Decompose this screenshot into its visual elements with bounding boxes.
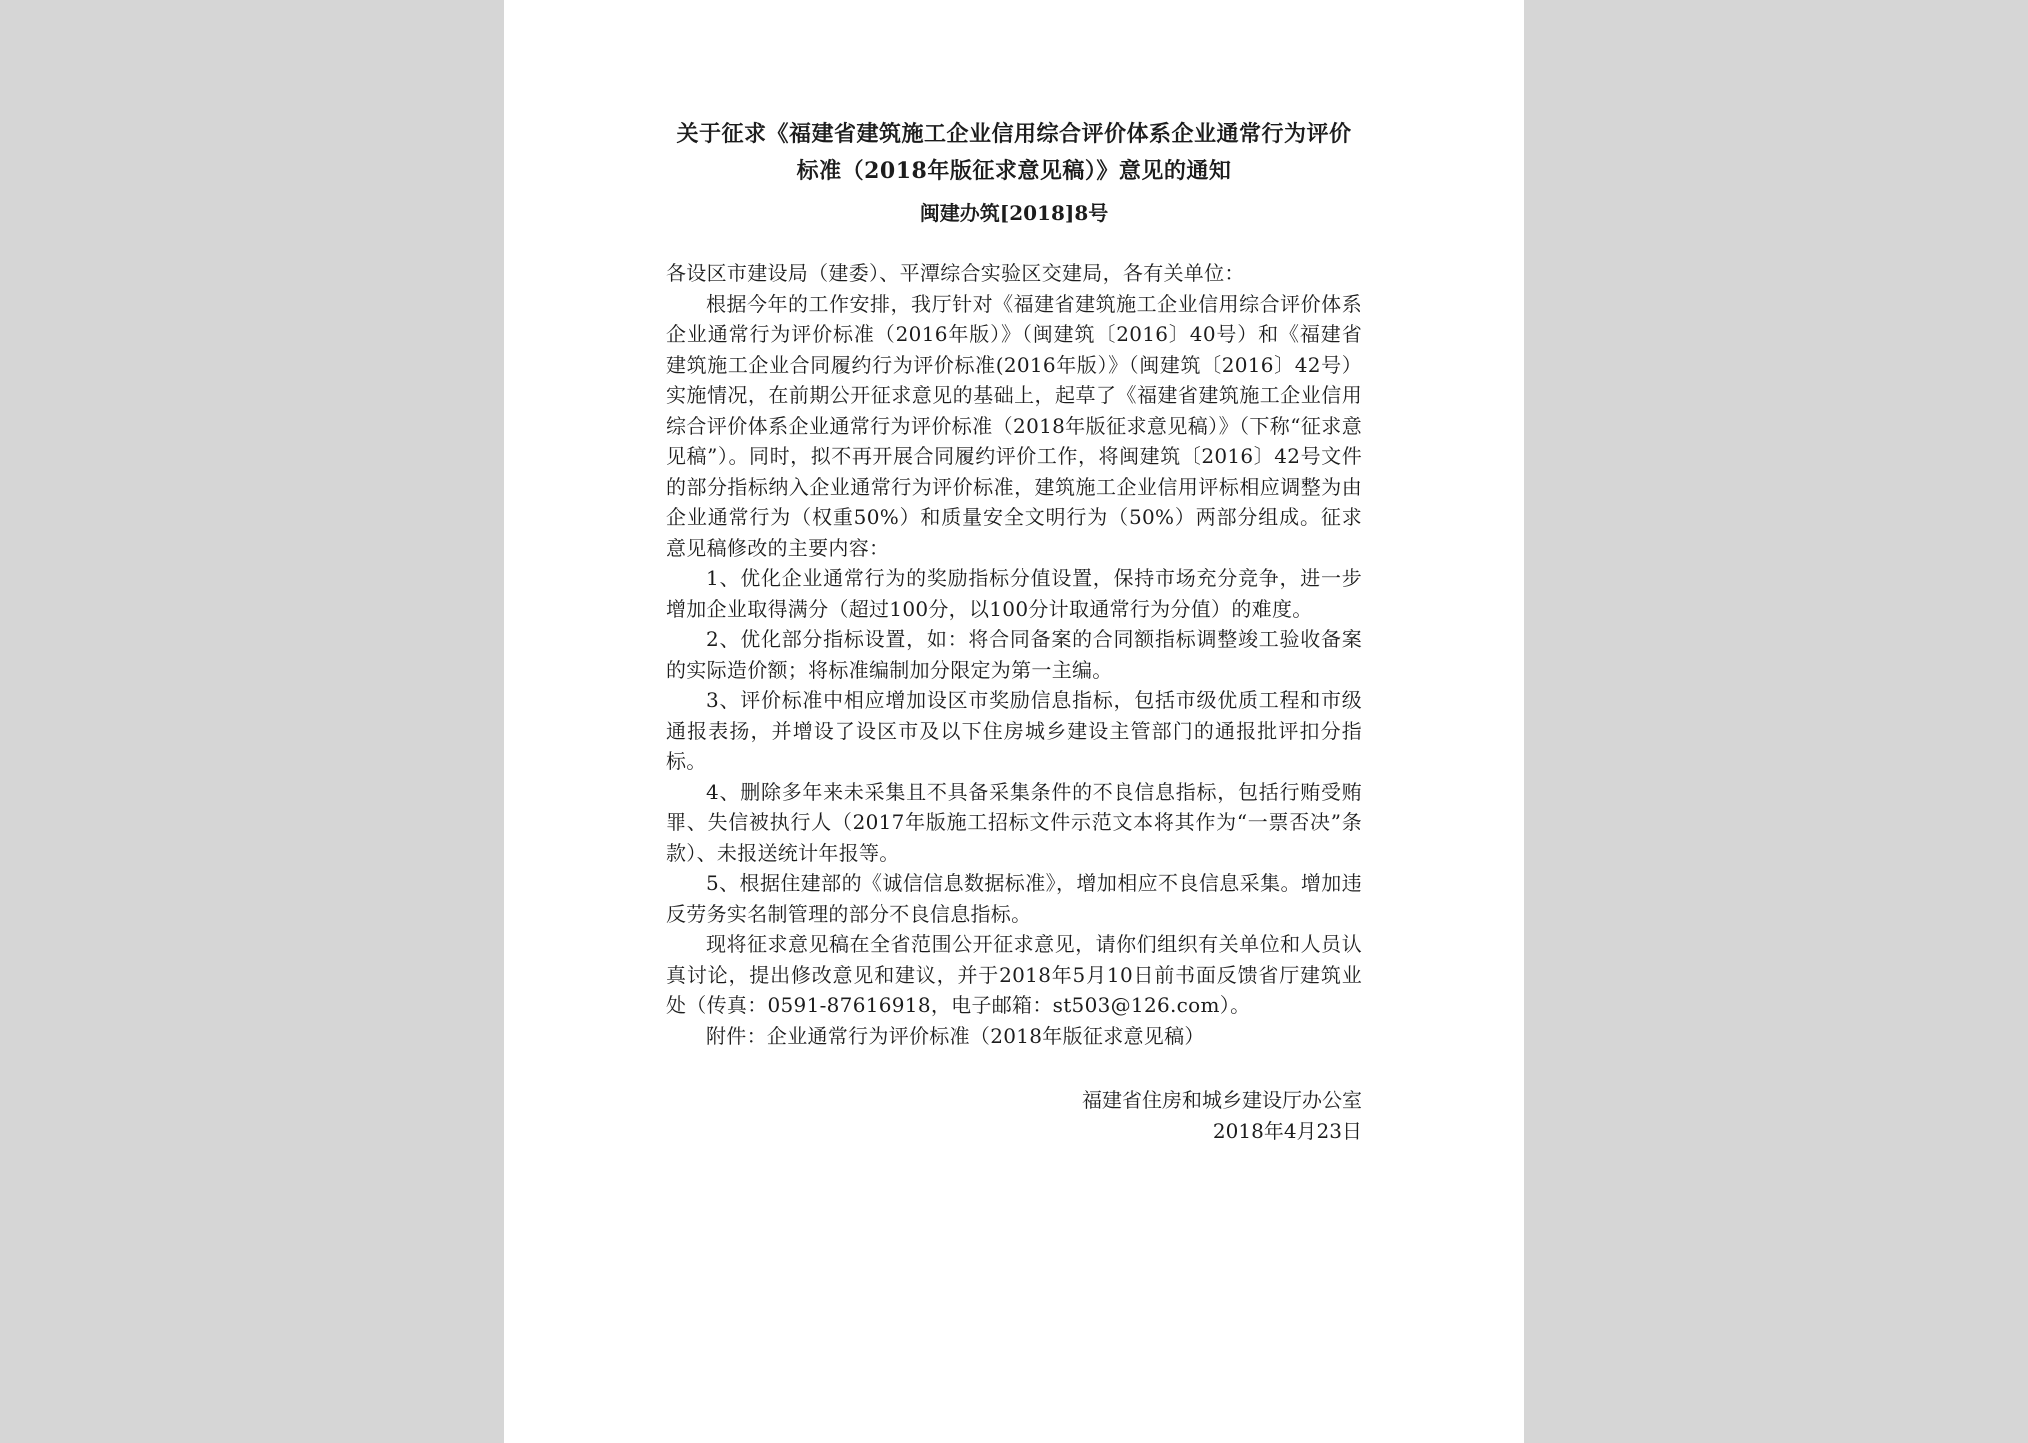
paragraph-item-4: 4、删除多年来未采集且不具备采集条件的不良信息指标，包括行贿受贿罪、失信被执行人（2017年版施工招标文件示范文本将其作为“一票否决”条款）、未报送统计年报等。 xyxy=(666,779,1362,865)
paragraph-attachment: 附件：企业通常行为评价标准（2018年版征求意见稿） xyxy=(706,1023,1205,1048)
document-number: 闽建办筑[2018]8号 xyxy=(919,201,1109,225)
issuer: 福建省住房和城乡建设厅办公室 xyxy=(1082,1088,1362,1112)
issue-date: 2018年4月23日 xyxy=(1212,1118,1362,1143)
document-page xyxy=(504,0,1524,1443)
salutation: 各设区市建设局（建委）、平潭综合实验区交建局，各有关单位： xyxy=(666,261,1245,285)
signature-block xyxy=(666,1085,1362,1146)
paragraph-intro: 根据今年的工作安排，我厅针对《福建省建筑施工企业信用综合评价体系企业通常行为评价标准（2016年版）》（闽建筑〔2016〕40号）和《福建省建筑施工企业合同履约行为评价标准(2016年版）》（闽建筑〔2016〕42号）实施情况，在前期公开征求意见的基础上，起草了《福建省建筑施工企业信用综合评价体系企业通常行为评价标准（2018年版征求意见稿）》（下称“征求意见稿”）。同时，拟不再开展合同履约评价工作，将闽建筑〔2016〕42号文件的部分指标纳入企业通常行为评价标准，建筑施工企业信用评标相应调整为由企业通常行为（权重50%）和质量安全文明行为（50%）两部分组成。征求意见稿修改的主要内容： xyxy=(666,291,1362,560)
paragraph-item-2: 2、优化部分指标设置，如：将合同备案的合同额指标调整竣工验收备案的实际造价额；将标准编制加分限定为第一主编。 xyxy=(666,627,1362,682)
paragraph-request: 现将征求意见稿在全省范围公开征求意见，请你们组织有关单位和人员认真讨论，提出修改意见和建议，并于2018年5月10日前书面反馈省厅建筑业处（传真：0591-87616918，电子邮箱：st503@126.com）。 xyxy=(666,932,1362,1017)
paragraph-item-1: 1、优化企业通常行为的奖励指标分值设置，保持市场充分竞争，进一步增加企业取得满分（超过100分，以100分计取通常行为分值）的难度。 xyxy=(666,566,1362,621)
document-title: 关于征求《福建省建筑施工企业信用综合评价体系企业通常行为评价标准（2018年版征求意见稿）》意见的通知 xyxy=(676,121,1352,184)
paragraph-item-3: 3、评价标准中相应增加设区市奖励信息指标，包括市级优质工程和市级通报表扬，并增设了设区市及以下住房城乡建设主管部门的通报批评扣分指标。 xyxy=(666,688,1362,773)
paragraph-item-5: 5、根据住建部的《诚信信息数据标准》，增加相应不良信息采集。增加违反劳务实名制管理的部分不良信息指标。 xyxy=(666,871,1362,926)
document-body xyxy=(666,258,1362,1051)
